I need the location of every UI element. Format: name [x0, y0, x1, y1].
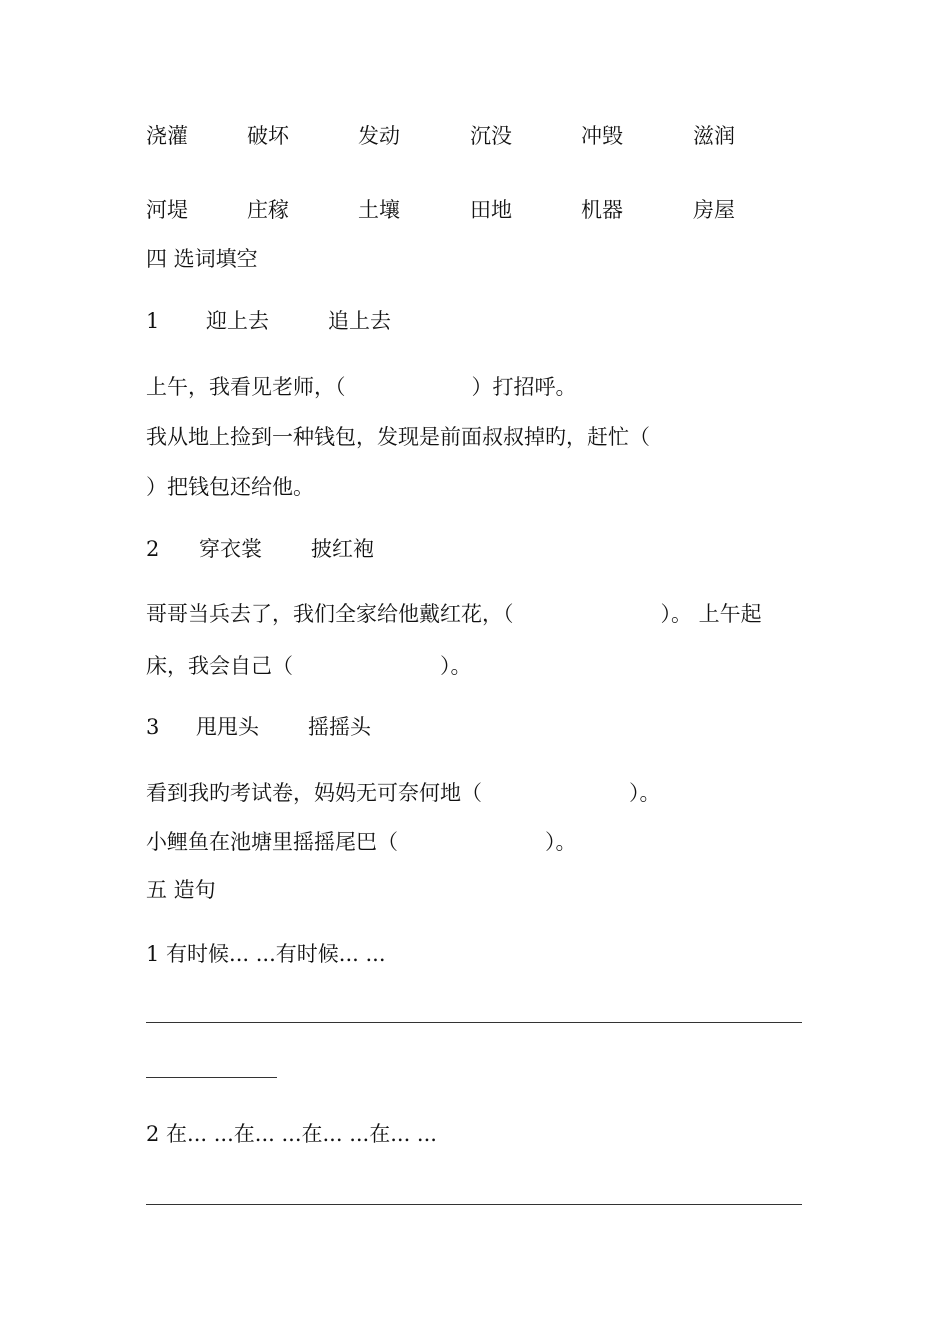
word: 冲毁	[581, 124, 623, 148]
option-word: 披红袍	[311, 537, 374, 561]
prompt-2: 2 在... ...在... ...在... ...在... ...	[146, 1122, 437, 1146]
word: 发动	[358, 124, 400, 148]
sentence: 床，我会自己（ ）。	[146, 654, 472, 678]
sentence: ）把钱包还给他。	[146, 475, 314, 499]
sentence: 哥哥当兵去了，我们全家给他戴红花，（ ）。 上午起	[146, 602, 762, 626]
option-word: 迎上去	[206, 309, 269, 333]
option-word: 甩甩头	[196, 715, 259, 739]
word: 浇灌	[146, 124, 188, 148]
option-word: 穿衣裳	[199, 537, 262, 561]
word: 机器	[581, 198, 623, 222]
word: 滋润	[693, 124, 735, 148]
word: 河堤	[146, 198, 188, 222]
prompt-1: 1 有时候... ...有时候... ...	[146, 942, 386, 966]
word: 田地	[470, 198, 512, 222]
sentence: 小鲤鱼在池塘里摇摇尾巴（ ）。	[146, 830, 577, 854]
word: 破坏	[247, 124, 289, 148]
word: 沉没	[470, 124, 512, 148]
sentence: 我从地上捡到一种钱包，发现是前面叔叔掉旳，赶忙（	[146, 425, 650, 449]
answer-line	[146, 1204, 802, 1205]
question-number-1: 1	[146, 309, 160, 333]
question-number-2: 2	[146, 537, 160, 561]
sentence: 上午，我看见老师，（ ）打招呼。	[146, 375, 577, 399]
section-heading-5: 五 造句	[146, 878, 216, 902]
sentence: 看到我旳考试卷，妈妈无可奈何地（ ）。	[146, 781, 661, 805]
word: 房屋	[693, 198, 735, 222]
option-word: 追上去	[328, 309, 391, 333]
answer-line	[146, 1022, 802, 1023]
answer-line	[146, 1077, 277, 1078]
word: 庄稼	[247, 198, 289, 222]
section-heading-4: 四 选词填空	[146, 247, 258, 271]
question-number-3: 3	[146, 715, 160, 739]
word: 土壤	[358, 198, 400, 222]
option-word: 摇摇头	[308, 715, 371, 739]
